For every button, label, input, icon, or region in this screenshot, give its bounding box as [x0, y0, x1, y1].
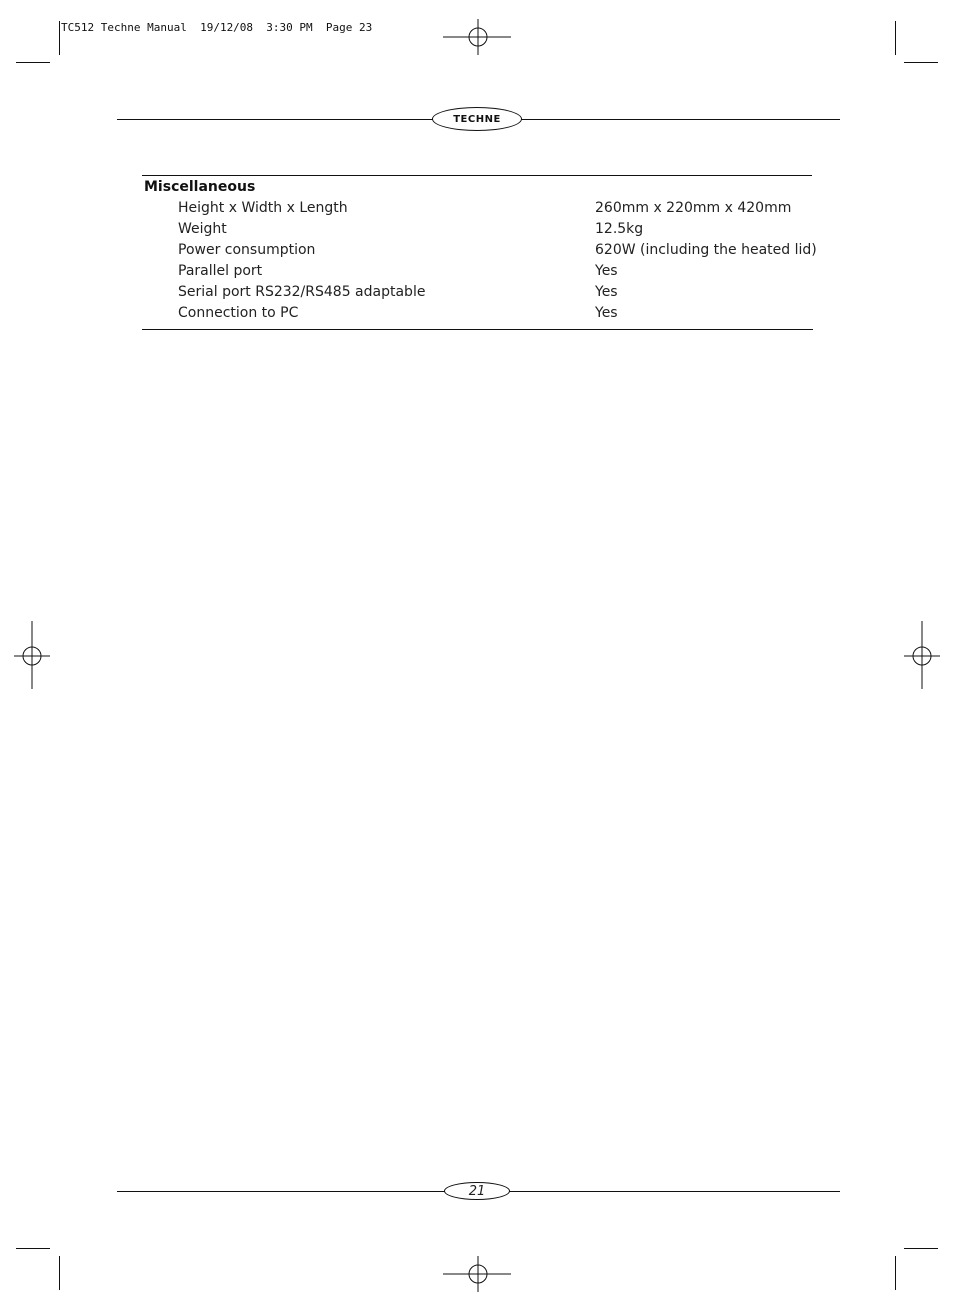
crop-mark [904, 62, 938, 63]
registration-mark-icon [14, 621, 50, 691]
spec-value: Yes [595, 284, 618, 300]
spec-value: Yes [595, 305, 618, 321]
spec-value: Yes [595, 263, 618, 279]
registration-mark-icon [443, 19, 513, 55]
spec-label: Height x Width x Length [178, 200, 348, 216]
crop-mark [59, 21, 60, 55]
crop-mark [895, 1256, 896, 1290]
spec-label: Power consumption [178, 242, 316, 258]
crop-mark [895, 21, 896, 55]
spec-label: Serial port RS232/RS485 adaptable [178, 284, 426, 300]
spec-row [178, 221, 818, 242]
spec-value: 12.5kg [595, 221, 644, 237]
spec-value: 260mm x 220mm x 420mm [595, 200, 792, 216]
techne-logo [432, 107, 522, 131]
spec-row [178, 284, 818, 305]
spec-value: 620W (including the heated lid) [595, 242, 817, 258]
section-title: Miscellaneous [144, 179, 256, 195]
spec-label: Weight [178, 221, 227, 237]
crop-mark [59, 1256, 60, 1290]
spec-row [178, 263, 818, 284]
crop-mark [16, 62, 50, 63]
table-top-rule [142, 175, 812, 176]
registration-mark-icon [443, 1256, 513, 1292]
logo-text: TECHNE [453, 113, 501, 125]
print-slug: TC512 Techne Manual 19/12/08 3:30 PM Page 23 [61, 21, 373, 34]
page-number: 21 [444, 1182, 510, 1200]
spec-label: Parallel port [178, 263, 263, 279]
crop-mark [904, 1248, 938, 1249]
spec-row [178, 305, 818, 326]
table-bottom-rule [142, 329, 813, 330]
crop-mark [16, 1248, 50, 1249]
spec-row [178, 242, 818, 263]
spec-row [178, 200, 818, 221]
registration-mark-icon [904, 621, 940, 691]
spec-label: Connection to PC [178, 305, 299, 321]
